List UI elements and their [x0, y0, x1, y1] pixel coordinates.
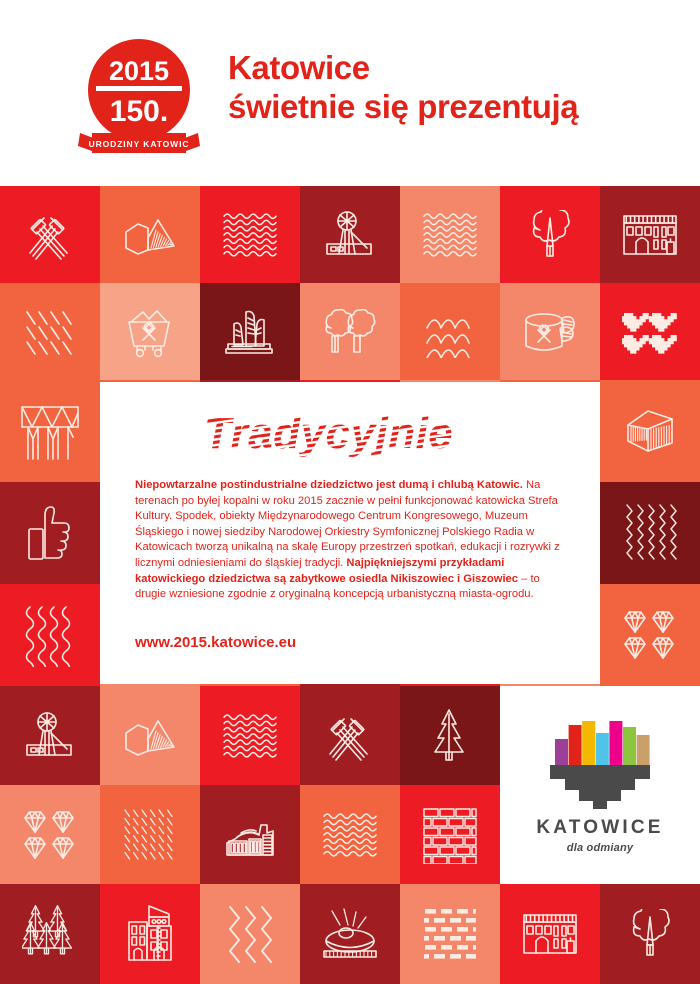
- townhouse-icon: [125, 904, 175, 964]
- tile-rain-strokes-dense-icon: [100, 785, 200, 884]
- tile-waves-icon: [300, 785, 400, 884]
- tile-mine-cart-icon: [100, 283, 200, 380]
- headline-line-1: Katowice: [228, 49, 370, 86]
- tile-waves-icon: [400, 186, 500, 283]
- nikiszowiec-facade-icon: [622, 212, 678, 258]
- spodek-arena-icon: [320, 907, 380, 961]
- badge-year-text: 2015: [108, 56, 170, 86]
- tile-wavy-vertical-icon: [0, 584, 100, 686]
- tile-pine-forest-icon: [0, 884, 100, 984]
- spodek-building-icon: [122, 711, 178, 761]
- coal-basket-feather-icon: [522, 308, 578, 356]
- card-body-text: Niepowtarzalne postindustrialne dziedzictwo jest dumą i chlubą Katowic. Na terenach po byłej kopalni w roku 2015 zacznie w pełni funkcjonować katowicka Strefa Kultury. Spodek, obiekty Międzynarodowego Centrum Kongresowego, Muzeum Śląskiego i nowej siedziby Narodowej Orkiestry Symfonicznej Polskiego Radia w Katowicach tworzą unikalną na skalę Europy przestrzeń spotkań, edukacji i rozrywki z licznymi odniesieniami do śląskiej tradycji. Najpiękniejszymi przykładami katowickiego dziedzictwa są zabytkowe osiedla Nikiszowiec i Giszowiec – to drugie wzniesione zgodnie z oryginalną koncepcją urbanistyczną miasta-ogrodu.: [135, 479, 560, 601]
- tile-waves-icon: [200, 186, 300, 283]
- tile-waves-icon: [200, 686, 300, 785]
- diamonds-icon: [622, 608, 678, 662]
- spodek-dome-icon: [622, 405, 678, 457]
- rain-strokes-dense-icon: [122, 807, 178, 863]
- nikiszowiec-facade-icon: [522, 911, 578, 957]
- tile-pine-tree-icon: [400, 686, 500, 785]
- waves-icon: [422, 210, 478, 260]
- tile-townhouse-icon: [100, 884, 200, 984]
- tile-spodek-dome-icon: [600, 380, 700, 482]
- arcs-icon: [423, 306, 477, 358]
- crossed-hammers-icon: [24, 209, 76, 261]
- tile-diamonds-icon: [0, 785, 100, 884]
- tile-crossed-hammers-icon: [0, 186, 100, 283]
- waves-icon: [322, 810, 378, 860]
- crossed-hammers-icon: [324, 710, 376, 762]
- tile-truss-bridge-icon: [0, 380, 100, 482]
- silesian-insurgents-monument-icon: [224, 306, 276, 358]
- tile-spodek-arena-icon: [300, 884, 400, 984]
- spodek-building-icon: [122, 210, 178, 260]
- badge-anniversary-text: 150.: [109, 95, 169, 128]
- tradycyjnie-wordmark: [200, 404, 500, 462]
- katowice-heart-logo-icon: [546, 717, 654, 809]
- mine-shaft-tower-icon: [323, 210, 377, 260]
- tile-brick-dots-icon: [400, 884, 500, 984]
- mine-shaft-tower-icon: [23, 711, 77, 761]
- tile-silesian-museum-icon: [200, 785, 300, 884]
- tile-coal-basket-feather-icon: [500, 283, 600, 380]
- poster-header: [0, 0, 700, 186]
- tile-tree-icon: [600, 884, 700, 984]
- truss-bridge-icon: [20, 401, 80, 461]
- tile-rain-strokes-icon: [0, 283, 100, 380]
- zigzag-vertical-icon: [621, 502, 679, 564]
- tile-brick-wall-icon: [400, 785, 500, 884]
- tile-mine-shaft-tower-icon: [300, 186, 400, 283]
- zigzag-large-icon: [222, 903, 278, 965]
- rain-strokes-icon: [23, 306, 77, 358]
- tile-zigzag-vertical-icon: [600, 482, 700, 584]
- brick-dots-icon: [422, 905, 478, 963]
- tile-nikiszowiec-facade-icon: [500, 884, 600, 984]
- thumbs-up-icon: [25, 503, 75, 563]
- logo-tagline: dla odmiany: [566, 841, 634, 854]
- tile-crossed-hammers-icon: [300, 686, 400, 785]
- silesian-museum-icon: [221, 811, 279, 859]
- headline-line-2: świetnie się prezentują: [228, 88, 579, 125]
- logo-wordmark: KATOWICE: [536, 816, 664, 838]
- tile-zigzag-large-icon: [200, 884, 300, 984]
- brick-wall-icon: [422, 806, 478, 864]
- two-trees-icon: [322, 308, 378, 356]
- tree-icon: [626, 909, 674, 959]
- tile-tree-icon: [500, 186, 600, 283]
- waves-icon: [222, 210, 278, 260]
- pine-tree-icon: [429, 708, 471, 764]
- waves-icon: [222, 711, 278, 761]
- tile-spodek-building-icon: [100, 686, 200, 785]
- pine-forest-icon: [22, 904, 78, 964]
- diamonds-icon: [22, 808, 78, 862]
- katowice-city-logo: [500, 686, 700, 884]
- tile-spodek-building-icon: [100, 186, 200, 283]
- tree-icon: [526, 210, 574, 260]
- pixel-hearts-icon: [622, 307, 678, 357]
- anniversary-badge: [78, 33, 200, 161]
- tile-arcs-icon: [400, 283, 500, 380]
- tile-nikiszowiec-facade-icon: [600, 186, 700, 283]
- wavy-vertical-icon: [22, 603, 78, 667]
- card-heading: [100, 404, 600, 472]
- tile-mine-shaft-tower-icon: [0, 686, 100, 785]
- content-card: [100, 382, 600, 684]
- mine-cart-icon: [123, 306, 177, 358]
- tile-silesian-insurgents-monument-icon: [200, 283, 300, 380]
- page-title: [228, 48, 688, 126]
- icon-grid-top: [0, 186, 700, 380]
- tile-diamonds-icon: [600, 584, 700, 686]
- svg-text:Tradycyjnie: Tradycyjnie: [204, 409, 454, 458]
- tile-pixel-hearts-icon: [600, 283, 700, 380]
- tile-thumbs-up-icon: [0, 482, 100, 584]
- badge-ribbon-text: URODZINY KATOWIC: [88, 139, 190, 149]
- tile-two-trees-icon: [300, 283, 400, 380]
- website-link[interactable]: www.2015.katowice.eu: [135, 634, 297, 651]
